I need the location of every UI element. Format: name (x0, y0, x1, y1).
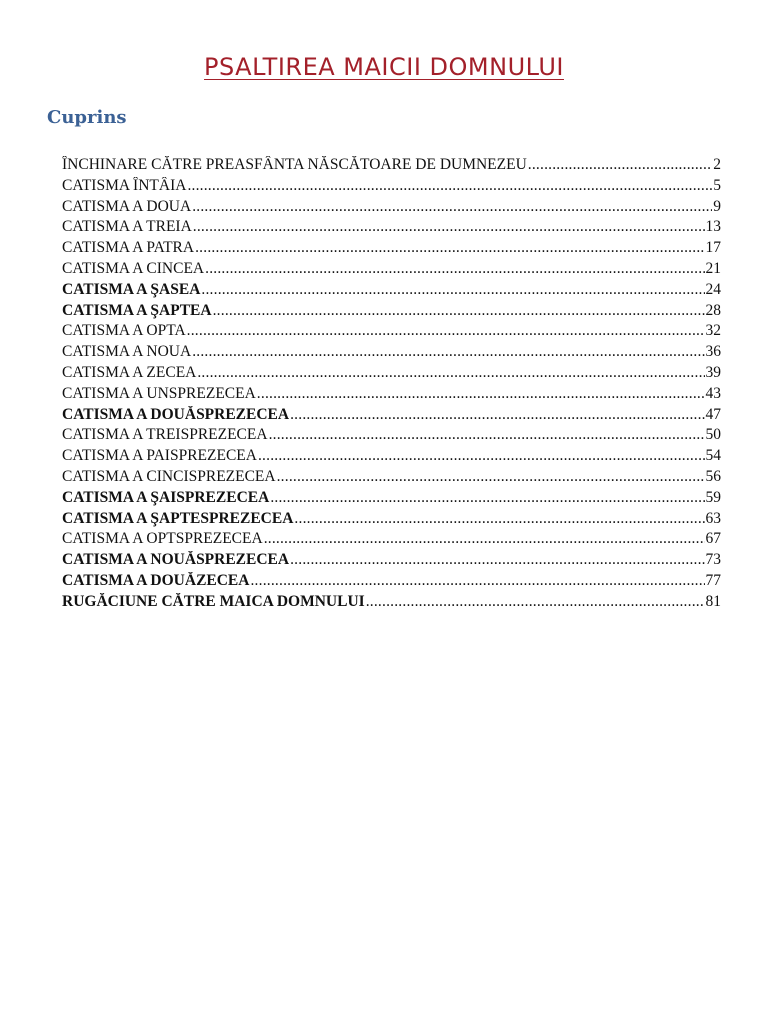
toc-entry-label: CATISMA A DOUĂZECEA (62, 571, 250, 589)
toc-entry[interactable] (62, 260, 721, 281)
toc-leader (270, 489, 704, 507)
toc-entry-page: 21 (705, 259, 721, 277)
toc-entry-page: 54 (705, 447, 721, 465)
toc-entry[interactable] (62, 198, 721, 219)
toc-entry[interactable] (62, 510, 721, 531)
toc-entry-label: CATISMA A ŞAISPREZECEA (62, 488, 270, 506)
toc-leader (290, 551, 704, 569)
toc-leader (366, 593, 705, 611)
toc-entry-page: 13 (705, 218, 721, 236)
toc-entry-page: 43 (705, 384, 721, 402)
toc-entry-label: CATISMA A ŞAPTESPREZECEA (62, 509, 294, 527)
toc-entry[interactable] (62, 322, 721, 343)
toc-entry-page: 17 (705, 239, 721, 257)
toc-entry[interactable] (62, 530, 721, 551)
toc-leader (201, 281, 704, 299)
toc-entry[interactable] (62, 239, 721, 260)
toc-entry[interactable] (62, 489, 721, 510)
toc-entry-label: CATISMA A UNSPREZECEA (62, 384, 256, 402)
toc-entry-page: 2 (713, 156, 721, 173)
toc-entry-page: 67 (705, 530, 721, 548)
toc-entry-page: 32 (705, 322, 721, 340)
toc-entry[interactable] (62, 218, 721, 239)
toc-entry-page: 47 (705, 405, 721, 423)
toc-entry[interactable] (62, 551, 721, 572)
toc-entry-page: 81 (705, 592, 721, 610)
toc-entry[interactable] (62, 593, 721, 614)
toc-entry-label: CATISMA A OPTA (62, 322, 186, 340)
toc-leader (192, 343, 704, 361)
toc-entry-page: 28 (705, 301, 721, 319)
toc-leader (258, 447, 705, 465)
toc-entry[interactable] (62, 281, 721, 302)
toc-entry-page: 24 (705, 280, 721, 298)
toc-entry-label: ÎNCHINARE CĂTRE PREASFÂNTA NĂSCĂTOARE DE DUMNEZEU (62, 156, 527, 173)
toc-entry-label: CATISMA A ŞAPTEA (62, 301, 212, 319)
toc-leader (187, 177, 712, 195)
toc-entry[interactable] (62, 468, 721, 489)
toc-entry-page: 63 (705, 509, 721, 527)
toc-entry[interactable] (62, 447, 721, 468)
toc-entry-page: 77 (705, 571, 721, 589)
toc-entry-page: 5 (713, 176, 721, 194)
toc-entry-label: CATISMA A PATRA (62, 239, 195, 257)
toc-entry-label: CATISMA A DOUĂSPREZECEA (62, 405, 290, 423)
toc-entry-label: CATISMA A NOUA (62, 343, 192, 361)
toc-leader (195, 239, 704, 257)
toc-leader (197, 364, 704, 382)
toc-leader (257, 385, 705, 403)
toc-leader (264, 530, 705, 548)
toc-entry-label: CATISMA ÎNTÂIA (62, 176, 187, 194)
toc-entry[interactable] (62, 426, 721, 447)
toc-entry-label: CATISMA A ŞASEA (62, 280, 201, 298)
toc-entry-label: CATISMA A CINCISPREZECEA (62, 467, 276, 485)
toc-entry-label: CATISMA A TREIA (62, 218, 192, 236)
toc-entry-label: CATISMA A CINCEA (62, 259, 205, 277)
toc-entry[interactable] (62, 406, 721, 427)
toc-entry-page: 59 (705, 488, 721, 506)
toc-leader (187, 322, 705, 340)
toc-entry-label: CATISMA A DOUA (62, 197, 192, 215)
toc-entry-page: 36 (705, 343, 721, 361)
toc-leader (528, 156, 712, 174)
toc-entry[interactable] (62, 385, 721, 406)
toc-leader (192, 198, 712, 216)
toc-leader (269, 426, 705, 444)
toc-leader (277, 468, 705, 486)
toc-leader (290, 406, 704, 424)
toc-entry-label: RUGĂCIUNE CĂTRE MAICA DOMNULUI (62, 592, 365, 610)
toc-entry-page: 73 (705, 551, 721, 569)
toc-entry[interactable] (62, 177, 721, 198)
toc-entry[interactable] (62, 156, 721, 177)
toc-entry-label: CATISMA A NOUĂSPREZECEA (62, 551, 290, 569)
toc-entry[interactable] (62, 302, 721, 323)
toc-leader (213, 302, 705, 320)
toc-entry-page: 39 (705, 363, 721, 381)
toc-entry-label: CATISMA A PAISPREZECEA (62, 447, 257, 465)
toc-entry-page: 50 (705, 426, 721, 444)
toc-leader (294, 510, 704, 528)
toc-entry[interactable] (62, 343, 721, 364)
toc-entry-label: CATISMA A TREISPREZECEA (62, 426, 268, 444)
toc-leader (193, 218, 705, 236)
toc-heading: Cuprins (47, 107, 127, 128)
toc-entry[interactable] (62, 572, 721, 593)
table-of-contents (62, 156, 721, 614)
toc-entry-page: 9 (713, 197, 721, 215)
toc-entry-label: CATISMA A ZECEA (62, 363, 197, 381)
document-title-block (0, 46, 768, 83)
toc-leader (250, 572, 704, 590)
toc-entry-label: CATISMA A OPTSPREZECEA (62, 530, 263, 548)
toc-entry-page: 56 (705, 467, 721, 485)
toc-leader (205, 260, 704, 278)
document-title: PSALTIREA MAICII DOMNULUI (204, 53, 564, 81)
toc-entry[interactable] (62, 364, 721, 385)
